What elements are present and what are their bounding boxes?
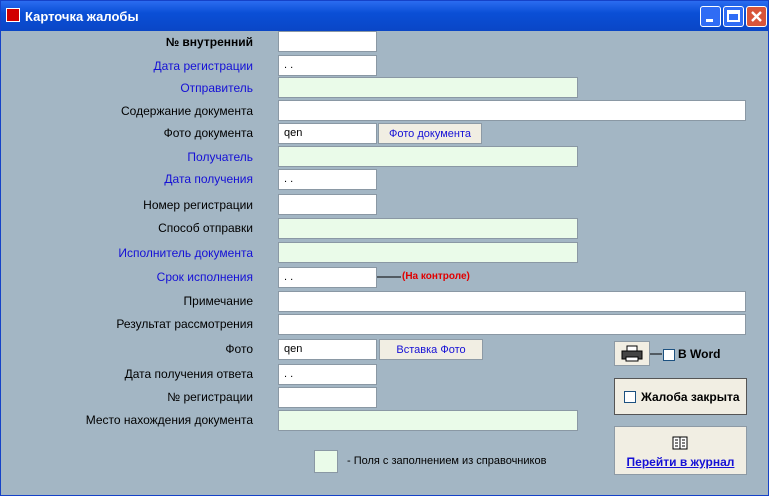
receipt-date-field[interactable]: . . <box>278 169 377 190</box>
document-photo-button[interactable]: Фото документа <box>378 123 482 144</box>
sender-field[interactable] <box>278 77 578 98</box>
sending-method-field[interactable] <box>278 218 578 239</box>
control-status-note: (На контроле) <box>402 271 470 282</box>
registration-number-field[interactable] <box>278 194 377 215</box>
maximize-icon <box>724 7 743 26</box>
label-registration-date: Дата регистрации <box>153 59 253 73</box>
maximize-button[interactable] <box>723 6 744 27</box>
printer-icon <box>615 342 649 365</box>
deadline-field[interactable]: . . <box>278 267 377 288</box>
label-sending-method: Способ отправки <box>158 221 253 235</box>
close-icon <box>747 7 766 26</box>
document-content-field[interactable] <box>278 100 746 121</box>
legend-text: - Поля с заполнением из справочников <box>347 455 547 467</box>
label-internal-number: № внутренний <box>165 35 253 49</box>
word-checkbox-label: В Word <box>678 347 721 361</box>
answer-date-field[interactable]: . . <box>278 364 377 385</box>
registration-date-field[interactable]: . . <box>278 55 377 76</box>
close-button[interactable] <box>746 6 767 27</box>
review-result-field[interactable] <box>278 314 746 335</box>
journal-icon <box>672 436 688 450</box>
word-connector-line <box>650 353 662 356</box>
label-registration-no: № регистрации <box>167 390 253 404</box>
label-registration-number: Номер регистрации <box>143 198 253 212</box>
label-document-location: Место нахождения документа <box>85 413 253 427</box>
legend-green-swatch <box>314 450 338 473</box>
complaint-closed-checkbox[interactable] <box>624 391 636 403</box>
label-document-photo: Фото документа <box>163 126 253 140</box>
complaint-closed-label: Жалоба закрыта <box>641 390 740 404</box>
label-photo: Фото <box>225 342 253 356</box>
window-title: Карточка жалобы <box>25 9 139 24</box>
go-to-journal-label: Перейти в журнал <box>626 455 735 469</box>
label-document-content: Содержание документа <box>121 104 253 118</box>
internal-number-field[interactable] <box>278 31 377 52</box>
minimize-button[interactable] <box>700 6 721 27</box>
document-photo-field[interactable]: qen <box>278 123 377 144</box>
label-recipient: Получатель <box>187 150 253 164</box>
recipient-field[interactable] <box>278 146 578 167</box>
label-sender: Отправитель <box>180 81 253 95</box>
label-receipt-date: Дата получения <box>164 172 253 186</box>
registration-no-field[interactable] <box>278 387 377 408</box>
document-executor-field[interactable] <box>278 242 578 263</box>
label-answer-date: Дата получения ответа <box>124 367 253 381</box>
print-button[interactable] <box>614 341 650 366</box>
word-checkbox[interactable] <box>663 349 675 361</box>
note-field[interactable] <box>278 291 746 312</box>
label-deadline: Срок исполнения <box>156 270 253 284</box>
title-bar[interactable] <box>1 1 768 31</box>
label-review-result: Результат рассмотрения <box>116 317 253 331</box>
label-note: Примечание <box>183 294 253 308</box>
photo-field[interactable]: qen <box>278 339 377 360</box>
go-to-journal-button[interactable] <box>614 426 747 475</box>
minimize-icon <box>701 7 720 26</box>
insert-photo-button[interactable]: Вставка Фото <box>379 339 483 360</box>
label-document-executor: Исполнитель документа <box>118 246 253 260</box>
app-icon <box>6 8 20 22</box>
control-connector-line <box>377 276 401 279</box>
complaint-closed-toggle[interactable] <box>614 378 747 415</box>
document-location-field[interactable] <box>278 410 578 431</box>
